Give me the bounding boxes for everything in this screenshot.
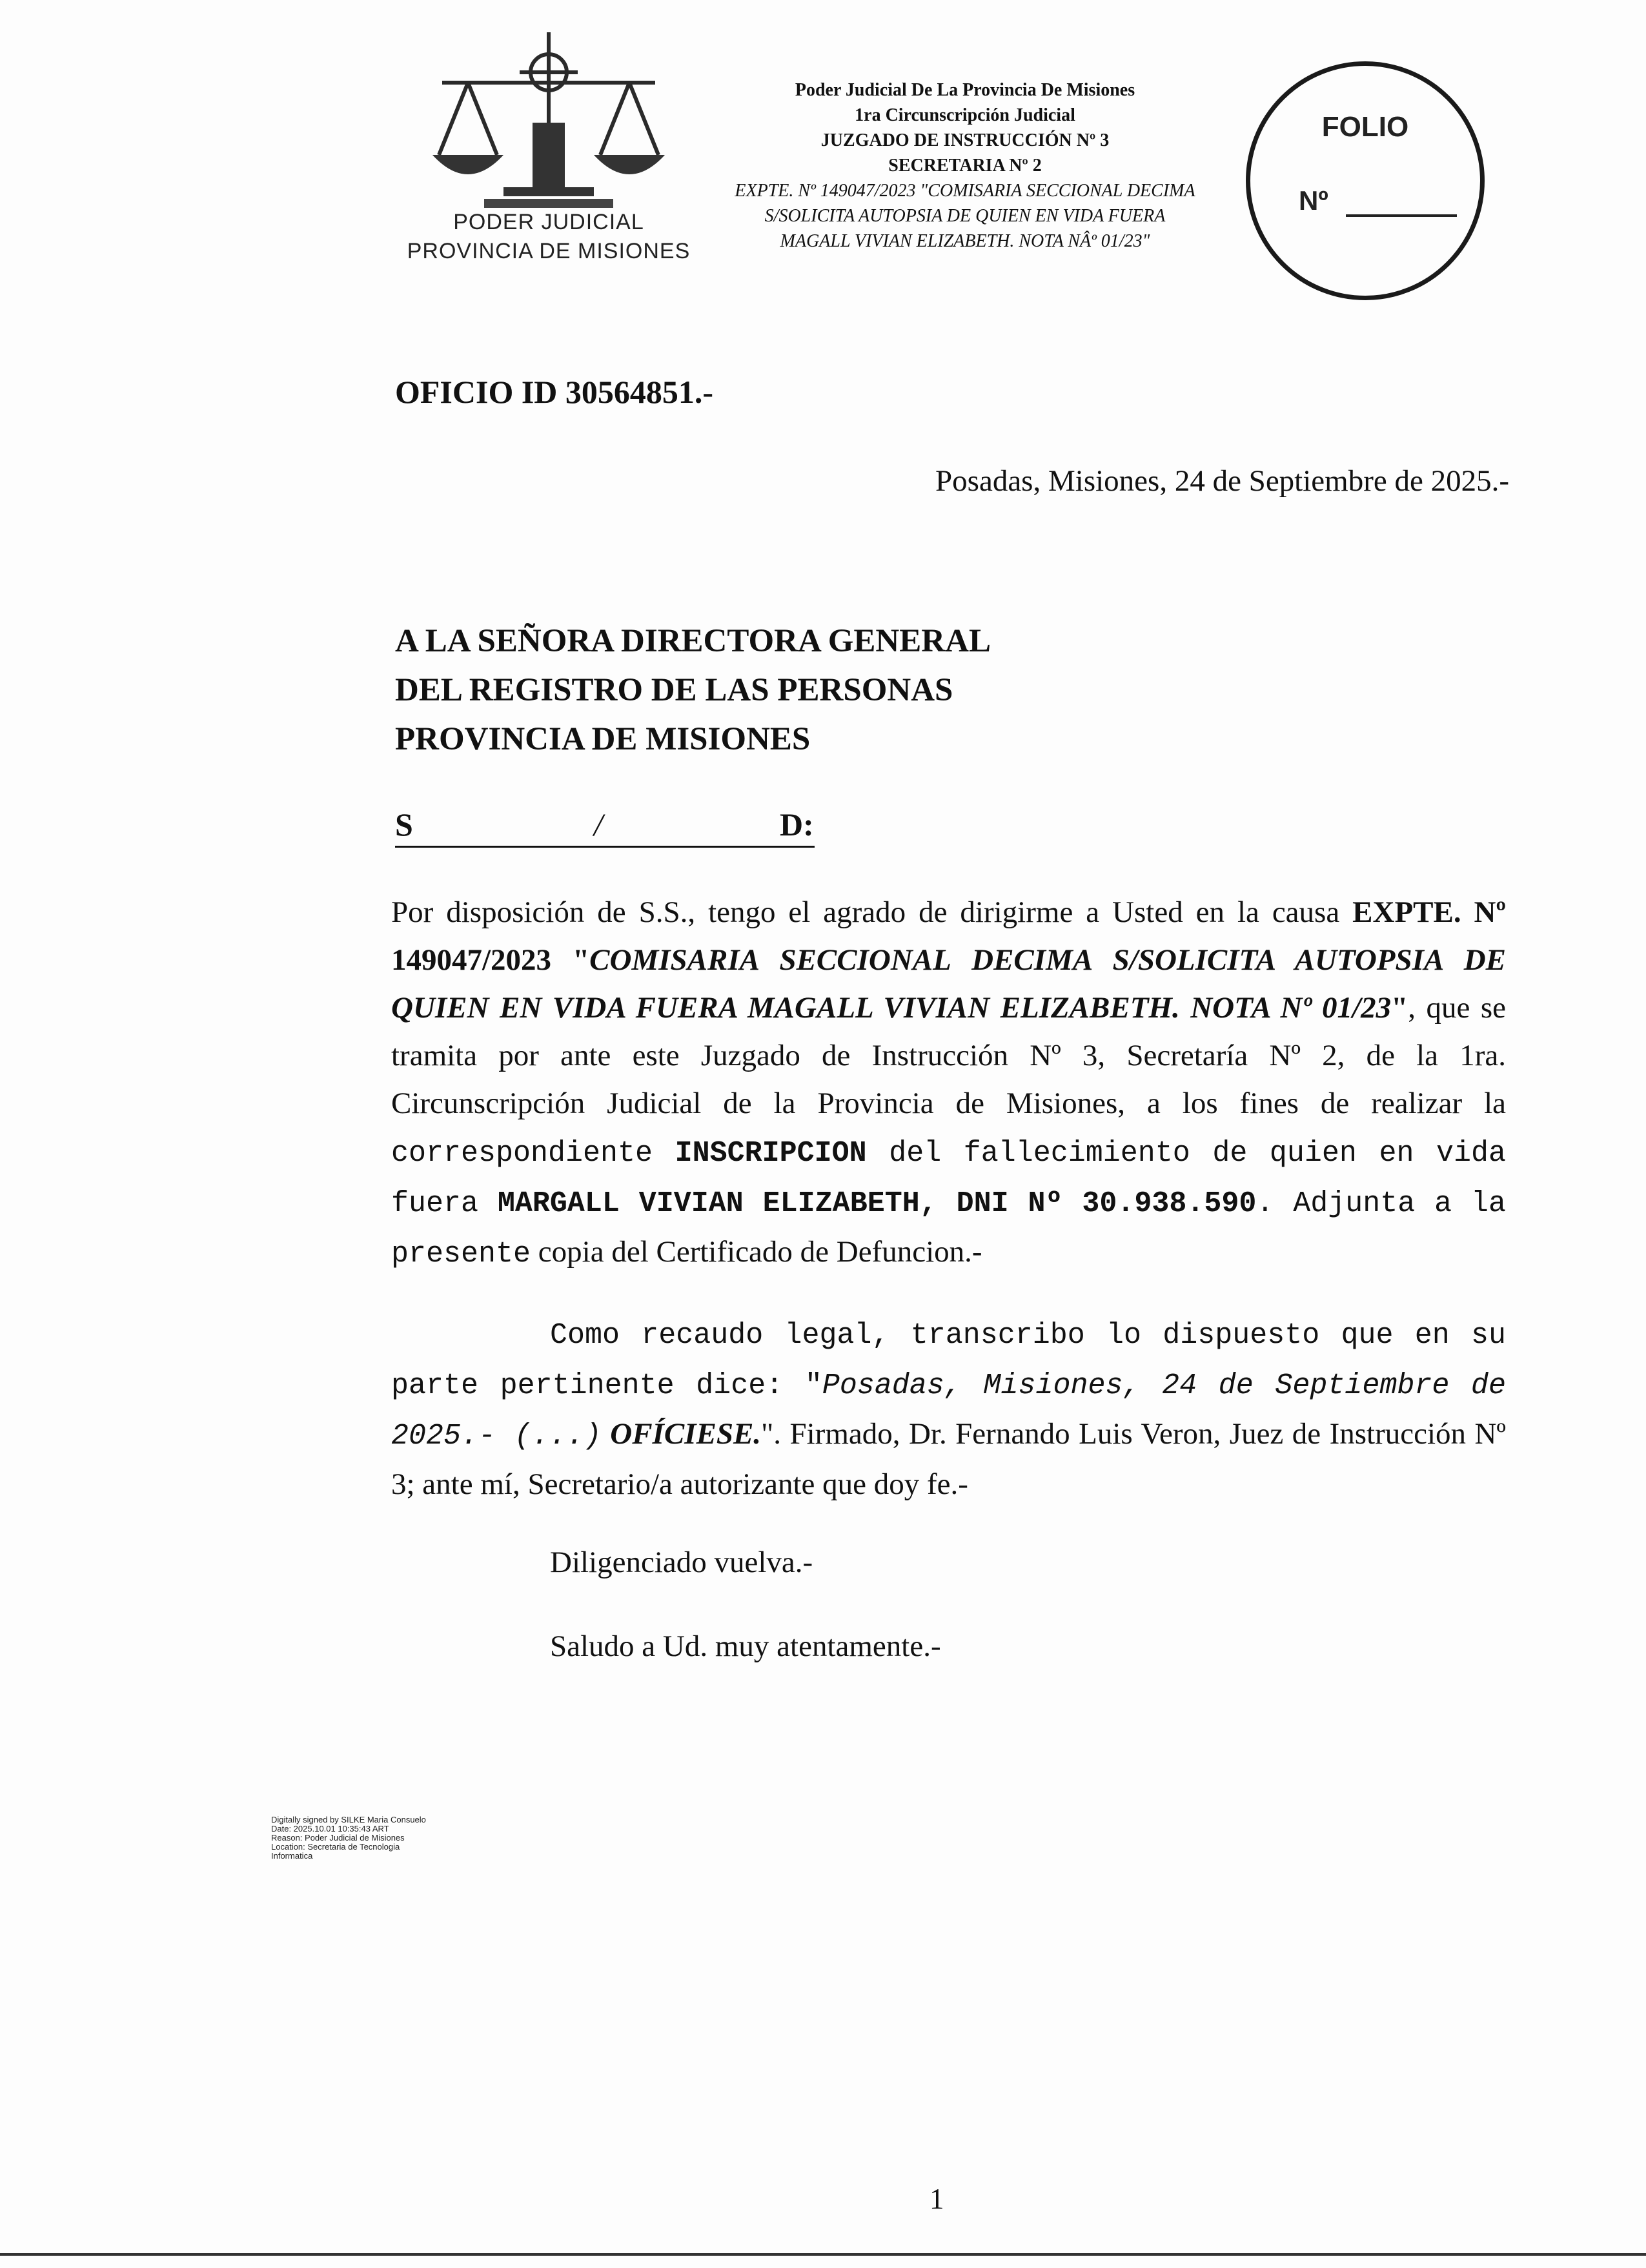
body1-text-6: copia del Certificado de Defuncion.- bbox=[531, 1235, 982, 1269]
poder-judicial-logo bbox=[407, 26, 691, 271]
case-line2: S/SOLICITA AUTOPSIA DE QUIEN EN VIDA FUERA bbox=[764, 206, 1166, 226]
body1-quote-close: " bbox=[1391, 991, 1408, 1025]
scan-bottom-edge bbox=[0, 2253, 1646, 2256]
body1-text-2: , que se tramita por ante este Juzgado de Instrucción Nº 3, Secretaría Nº 2, de la 1ra. Circunscripción Judicial de la Provincia de Misiones, a los fines de realizar la bbox=[391, 991, 1506, 1120]
court-header bbox=[658, 77, 1272, 254]
body1-text-3: correspondiente bbox=[391, 1137, 675, 1170]
court-line1: Poder Judicial De La Provincia De Misiones bbox=[795, 80, 1135, 100]
place-date: Posadas, Misiones, 24 de Septiembre de 2025.- bbox=[935, 464, 1509, 498]
sd-s: S bbox=[395, 806, 413, 843]
addressee-line1: A LA SEÑORA DIRECTORA GENERAL bbox=[395, 623, 991, 659]
closing-saludo: Saludo a Ud. muy atentamente.- bbox=[550, 1629, 941, 1663]
folio-number-line bbox=[1346, 214, 1457, 217]
body2-oficiese: OFÍCIESE. bbox=[610, 1417, 762, 1451]
digital-signature bbox=[271, 1815, 426, 1861]
body1-text: Por disposición de S.S., tengo el agrado de dirigirme a Usted en la causa bbox=[391, 895, 1353, 929]
page-number: 1 bbox=[930, 2183, 944, 2215]
body1-text-5: . Adjunta a la presente bbox=[391, 1187, 1506, 1271]
court-line3: JUZGADO DE INSTRUCCIÓN Nº 3 bbox=[820, 130, 1110, 150]
addressee-line3: PROVINCIA DE MISIONES bbox=[395, 721, 811, 757]
oficio-id: OFICIO ID 30564851.- bbox=[395, 374, 714, 410]
body2-quote: Posadas, Misiones, 24 de Septiembre de 2025.- (...) bbox=[391, 1369, 1506, 1453]
folio-label: FOLIO bbox=[1321, 111, 1409, 143]
signature-line3: Reason: Poder Judicial de Misiones bbox=[271, 1833, 405, 1843]
folio-stamp bbox=[1246, 61, 1485, 300]
body1-text-4: del fallecimiento de quien en vida fuera bbox=[391, 1137, 1506, 1220]
scales-of-justice-icon bbox=[407, 26, 691, 213]
body-paragraph-2 bbox=[391, 1309, 1506, 1508]
sd-d: D: bbox=[780, 806, 814, 843]
body2-text: Como recaudo legal, transcribo lo dispuesto que en su parte pertinente dice: " bbox=[391, 1319, 1506, 1402]
signature-line4: Location: Secretaria de Tecnologia bbox=[271, 1842, 400, 1852]
court-line2: 1ra Circunscripción Judicial bbox=[855, 105, 1075, 125]
body1-expte: EXPTE. Nº 149047/2023 " bbox=[391, 895, 1507, 977]
body-paragraph-1 bbox=[391, 888, 1506, 1278]
sd-underline bbox=[395, 846, 815, 848]
su-despacho bbox=[395, 806, 821, 846]
case-line3: MAGALL VIVIAN ELIZABETH. NOTA NÂº 01/23" bbox=[780, 231, 1150, 251]
court-line4: SECRETARIA Nº 2 bbox=[888, 156, 1042, 176]
logo-caption-line2: PROVINCIA DE MISIONES bbox=[407, 239, 691, 263]
addressee-line2: DEL REGISTRO DE LAS PERSONAS bbox=[395, 672, 953, 708]
folio-number-label: Nº bbox=[1299, 185, 1328, 216]
body1-case-title: COMISARIA SECCIONAL DECIMA S/SOLICITA AUTOPSIA DE QUIEN EN VIDA FUERA MAGALL VIVIAN ELIZABETH. NOTA Nº 01/23 bbox=[391, 943, 1506, 1025]
case-line1: EXPTE. Nº 149047/2023 "COMISARIA SECCIONAL DECIMA bbox=[735, 181, 1195, 201]
body2-text-2: ". Firmado, Dr. Fernando Luis Veron, Juez de Instrucción Nº 3; ante mí, Secretario/a autorizante que doy fe.- bbox=[391, 1417, 1506, 1501]
signature-line5: Informatica bbox=[271, 1851, 313, 1861]
body1-inscripcion: INSCRIPCION bbox=[675, 1137, 867, 1170]
body1-deceased-name: MARGALL VIVIAN ELIZABETH, DNI Nº 30.938.590 bbox=[497, 1187, 1257, 1220]
logo-caption-line1: PODER JUDICIAL bbox=[453, 210, 644, 234]
sd-slash: / bbox=[594, 806, 603, 843]
signature-line2: Date: 2025.10.01 10:35:43 ART bbox=[271, 1824, 389, 1834]
closing-diligenciado: Diligenciado vuelva.- bbox=[550, 1546, 813, 1579]
signature-line1: Digitally signed by SILKE Maria Consuelo bbox=[271, 1815, 426, 1824]
addressee bbox=[395, 617, 991, 764]
